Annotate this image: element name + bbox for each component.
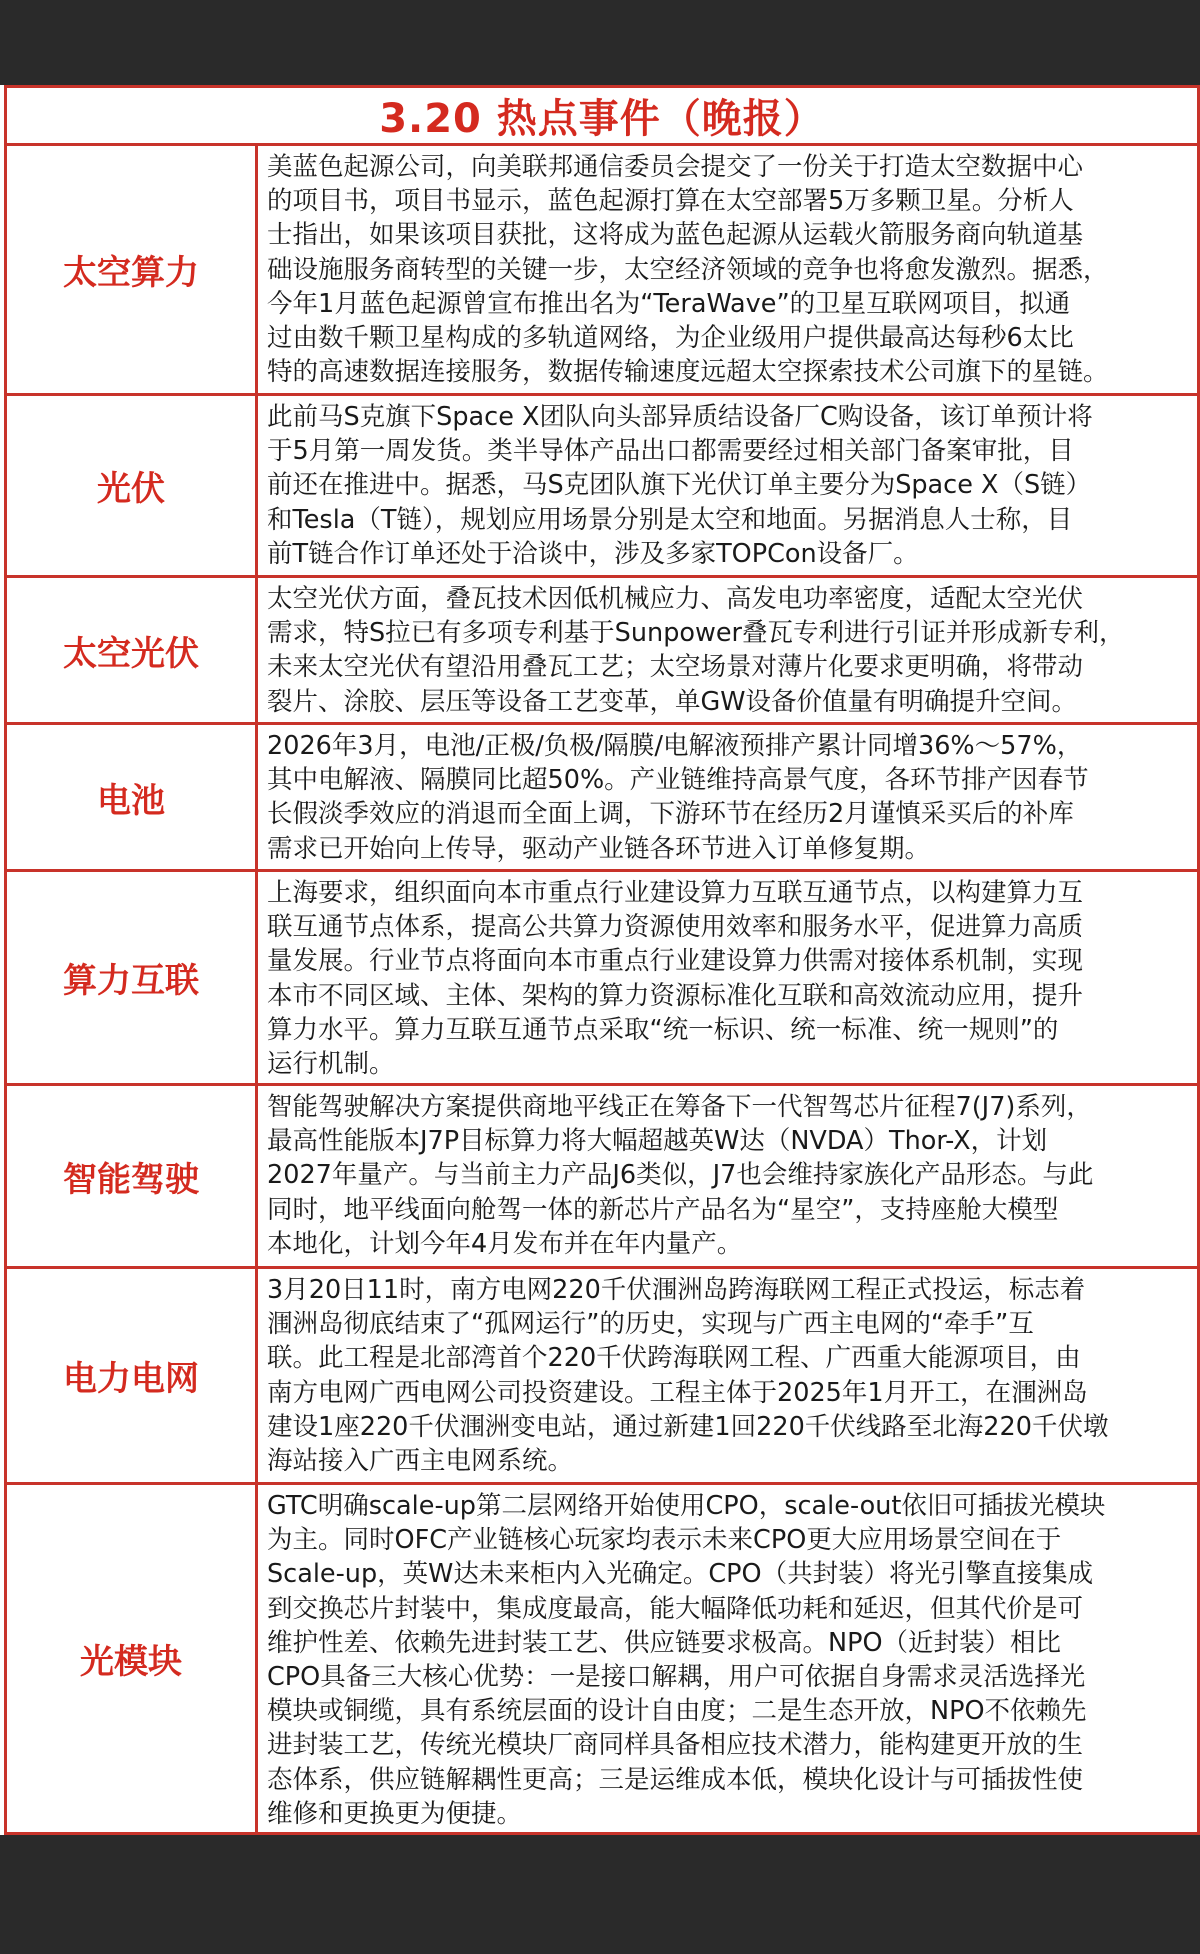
- description-line: 态体系，供应链解耦性更高；三是运维成本低，模块化设计与可插拔性使: [267, 1764, 1084, 1795]
- page-title: 3.20 热点事件（晚报）: [4, 85, 1200, 143]
- description-line: 建设1座220千伏涠洲变电站，通过新建1回220千伏线路至北海220千伏墩: [267, 1411, 1109, 1442]
- description-line: 其中电解液、隔膜同比超50%。产业链维持高景气度，各环节排产因春节: [267, 765, 1089, 796]
- description-line: 算力水平。算力互联互通节点采取“统一标识、统一标准、统一规则”的: [267, 1014, 1059, 1045]
- event-description: [258, 396, 1197, 575]
- description-line: 为主。同时OFC产业链核心玩家均表示未来CPO更大应用场景空间在于: [267, 1525, 1062, 1556]
- description-line: 前T链合作订单还处于洽谈中，涉及多家TOPCon设备厂。: [267, 538, 919, 569]
- description-line: 此前马S克旗下Space X团队向头部异质结设备厂C购设备，该订单预计将: [267, 402, 1093, 432]
- event-row-space-computing: [4, 143, 1200, 393]
- description-line: 联。此工程是北部湾首个220千伏跨海联网工程、广西重大能源项目，由: [267, 1343, 1081, 1374]
- event-description: [258, 725, 1197, 869]
- event-description: [258, 146, 1197, 393]
- description-line: 裂片、涂胶、层压等设备工艺变革，单GW设备价值量有明确提升空间。: [267, 686, 1077, 717]
- event-row-computing-interconnect: [4, 869, 1200, 1083]
- description-line: 模块或铜缆，具有系统层面的设计自由度；二是生态开放，NPO不依赖先: [267, 1696, 1087, 1727]
- description-line: 智能驾驶解决方案提供商地平线正在筹备下一代智驾芯片征程7(J7)系列，: [267, 1092, 1092, 1122]
- description-line: 过由数千颗卫星构成的多轨道网络，为企业级用户提供最高达每秒6太比: [267, 323, 1074, 354]
- description-line: 本市不同区域、主体、架构的算力资源标准化互联和高效流动应用，提升: [267, 980, 1084, 1011]
- event-category-label: 算力互联: [7, 872, 258, 1083]
- event-row-photovoltaic: [4, 393, 1200, 575]
- description-line: 美蓝色起源公司，向美联邦通信委员会提交了一份关于打造太空数据中心: [267, 152, 1084, 182]
- description-line: 2027年量产。与当前主力产品J6类似，J7也会维持家族化产品形态。与此: [267, 1160, 1094, 1191]
- event-description: [258, 1269, 1197, 1482]
- event-row-battery: [4, 722, 1200, 869]
- description-line: 士指出，如果该项目获批，这将成为蓝色起源从运载火箭服务商向轨道基: [267, 220, 1084, 251]
- description-line: 维修和更换更为便捷。: [267, 1798, 523, 1829]
- event-description: [258, 872, 1197, 1083]
- event-category-label: 智能驾驶: [7, 1086, 258, 1266]
- event-description: [258, 578, 1197, 722]
- description-line: 维护性差、依赖先进封装工艺、供应链要求极高。NPO（近封装）相比: [267, 1627, 1062, 1658]
- event-row-smart-driving: [4, 1083, 1200, 1266]
- description-line: 长假淡季效应的消退而全面上调，下游环节在经历2月谨慎采买后的补库: [267, 799, 1074, 830]
- description-line: Scale-up，英W达未来柜内入光确定。CPO（共封装）将光引擎直接集成: [267, 1559, 1094, 1590]
- event-row-power-grid: [4, 1266, 1200, 1482]
- description-line: 运行机制。: [267, 1049, 395, 1080]
- event-description: [258, 1086, 1197, 1266]
- description-line: 和Tesla（T链），规划应用场景分别是太空和地面。另据消息人士称，目: [267, 504, 1073, 535]
- description-line: 今年1月蓝色起源曾宣布推出名为“TeraWave”的卫星互联网项目，拟通: [267, 288, 1071, 319]
- event-category-label: 电池: [7, 725, 258, 869]
- description-line: 础设施服务商转型的关键一步，太空经济领域的竞争也将愈发激烈。据悉，: [267, 254, 1109, 285]
- event-category-label: 电力电网: [7, 1269, 258, 1482]
- description-line: GTC明确scale-up第二层网络开始使用CPO，scale-out依旧可插拔光模块: [267, 1491, 1106, 1521]
- description-line: 需求，特S拉已有多项专利基于Sunpower叠瓦专利进行引证并形成新专利，: [267, 618, 1125, 649]
- event-row-space-photovoltaic: [4, 575, 1200, 722]
- description-line: 太空光伏方面，叠瓦技术因低机械应力、高发电功率密度，适配太空光伏: [267, 584, 1084, 614]
- description-line: 的项目书，项目书显示，蓝色起源打算在太空部署5万多颗卫星。分析人: [267, 186, 1074, 217]
- description-line: 未来太空光伏有望沿用叠瓦工艺；太空场景对薄片化要求更明确，将带动: [267, 652, 1084, 683]
- description-line: 特的高速数据连接服务，数据传输速度远超太空探索技术公司旗下的星链。: [267, 357, 1109, 388]
- event-category-label: 光模块: [7, 1485, 258, 1832]
- description-line: 联互通节点体系，提高公共算力资源使用效率和服务水平，促进算力高质: [267, 912, 1084, 943]
- description-line: 到交换芯片封装中，集成度最高，能大幅降低功耗和延迟，但其代价是可: [267, 1593, 1084, 1624]
- description-line: 同时，地平线面向舱驾一体的新芯片产品名为“星空”，支持座舱大模型: [267, 1194, 1059, 1225]
- description-line: 前还在推进中。据悉，马S克团队旗下光伏订单主要分为Space X（S链）: [267, 470, 1092, 501]
- description-line: 最高性能版本J7P目标算力将大幅超越英W达（NVDA）Thor-X，计划: [267, 1126, 1048, 1157]
- description-line: 海站接入广西主电网系统。: [267, 1446, 574, 1477]
- description-line: 需求已开始向上传导，驱动产业链各环节进入订单修复期。: [267, 833, 931, 864]
- description-line: 2026年3月，电池/正极/负极/隔膜/电解液预排产累计同增36%～57%，: [267, 731, 1083, 761]
- description-line: 南方电网广西电网公司投资建设。工程主体于2025年1月开工，在涠洲岛: [267, 1377, 1088, 1408]
- event-description: [258, 1485, 1197, 1832]
- event-category-label: 太空算力: [7, 146, 258, 393]
- description-line: 3月20日11时，南方电网220千伏涠洲岛跨海联网工程正式投运，标志着: [267, 1275, 1086, 1305]
- hot-events-table: [0, 85, 1200, 1835]
- event-category-label: 光伏: [7, 396, 258, 575]
- description-line: 量发展。行业节点将面向本市重点行业建设算力供需对接体系机制，实现: [267, 946, 1084, 977]
- event-row-optical-module: [4, 1482, 1200, 1835]
- description-line: 上海要求，组织面向本市重点行业建设算力互联互通节点，以构建算力互: [267, 878, 1084, 908]
- description-line: 涠洲岛彻底结束了“孤网运行”的历史，实现与广西主电网的“牵手”互: [267, 1309, 1034, 1340]
- event-category-label: 太空光伏: [7, 578, 258, 722]
- description-line: 进封装工艺，传统光模块厂商同样具备相应技术潜力，能构建更开放的生: [267, 1730, 1084, 1761]
- description-line: 本地化，计划今年4月发布并在年内量产。: [267, 1228, 743, 1259]
- description-line: 于5月第一周发货。类半导体产品出口都需要经过相关部门备案审批，目: [267, 436, 1074, 467]
- description-line: CPO具备三大核心优势：一是接口解耦，用户可依据自身需求灵活选择光: [267, 1662, 1086, 1693]
